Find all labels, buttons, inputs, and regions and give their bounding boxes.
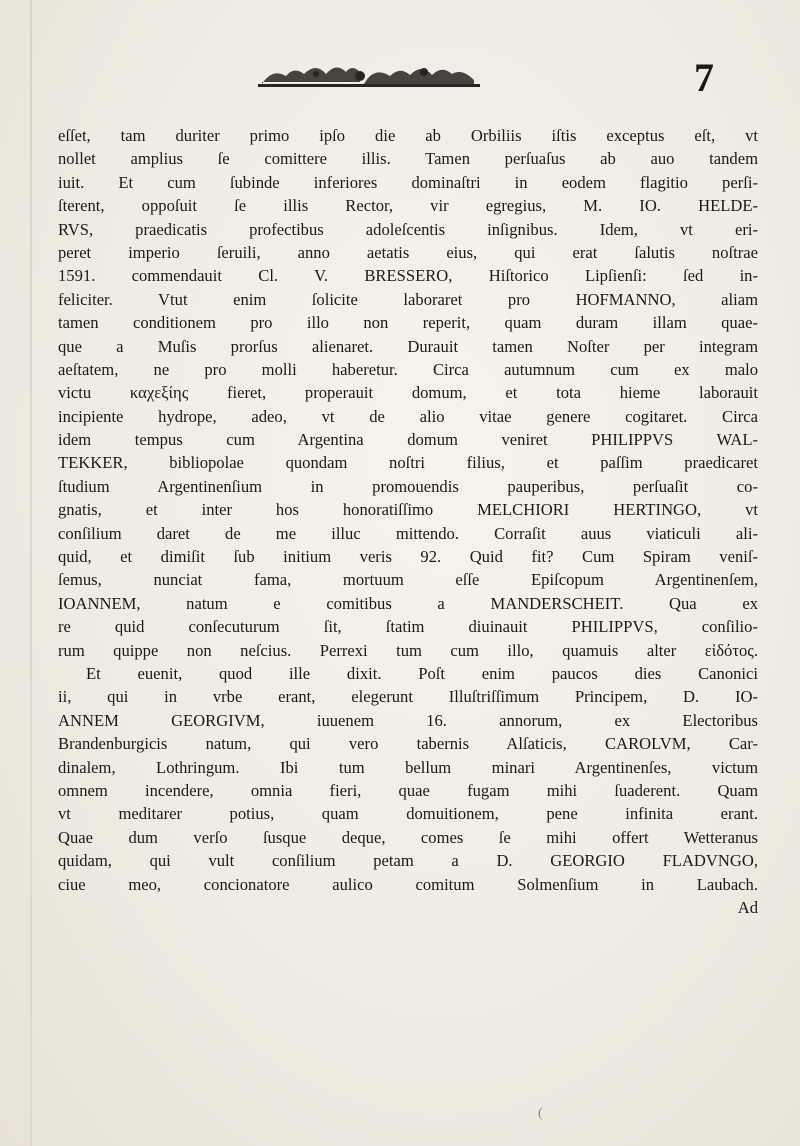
text-line: ii, qui in vrbe erant, elegerunt Illuſtriſſimum Principem, D. IO- [58, 687, 758, 707]
text-line: TEKKER, bibliopolae quondam noſtri filius, et paſſim praedicaret [58, 453, 758, 473]
text-line: quidam, qui vult conſilium petam a D. GEORGIO FLADVNGO, [58, 851, 758, 871]
text-line: re quid conſecuturum ſit, ſtatim diuinauit PHILIPPVS, conſilio- [58, 617, 758, 637]
text-line: rum quippe non neſcius. Perrexi tum cum illo, quamuis alter εἰδότος. [58, 640, 758, 660]
text-line: peret imperio ſeruili, anno aetatis eius, qui erat ſalutis noſtrae [58, 242, 758, 262]
text-line: dinalem, Lothringum. Ibi tum bellum minari Argentinenſes, victum [58, 757, 758, 777]
text-line: gnatis, et inter hos honoratiſſimo MELCHIORI HERTINGO, vt [58, 500, 758, 520]
page-gutter-edge [30, 0, 32, 1146]
text-line: ſterent, oppoſuit ſe illis Rector, vir egregius, M. IO. HELDE- [58, 196, 758, 216]
text-line: aeſtatem, ne pro molli haberetur. Circa autumnum cum ex malo [58, 359, 758, 379]
page-number: 7 [694, 55, 714, 100]
text-line: RVS, praedicatis profectibus adoleſcentis inſignibus. Idem, vt eri- [58, 219, 758, 239]
text-line: incipiente hydrope, adeo, vt de alio vitae genere cogitaret. Circa [58, 406, 758, 426]
text-line: IOANNEM, natum e comitibus a MANDERSCHEIT. Qua ex [58, 593, 758, 613]
text-line: 1591. commendauit Cl. V. BRESSERO, Hiſtorico Lipſienſi: ſed in- [58, 266, 758, 286]
text-line: victu καχεξίης fieret, properauit domum, et tota hieme laborauit [58, 383, 758, 403]
text-line: ſtudium Argentinenſium in promouendis pauperibus, perſuaſit co- [58, 476, 758, 496]
stray-ink-mark: ( [538, 1106, 543, 1121]
text-line: Quae dum verſo ſusque deque, comes ſe mihi offert Wetteranus [58, 827, 758, 847]
text-line: quid, et dimiſit ſub initium veris 92. Quid fit? Cum Spiram veniſ- [58, 547, 758, 567]
decorative-printer-ornament-icon [256, 62, 482, 94]
text-line: ANNEM GEORGIVM, iuuenem 16. annorum, ex Electoribus [58, 710, 758, 730]
text-line: idem tempus cum Argentina domum veniret PHILIPPVS WAL- [58, 430, 758, 450]
catchword: Ad [737, 897, 758, 917]
text-line: conſilium daret de me illuc mittendo. Corraſit auus viaticuli ali- [58, 523, 758, 543]
text-line: nollet amplius ſe comittere illis. Tamen perſuaſus ab auo tandem [58, 149, 758, 169]
text-line: ciue meo, concionatore aulico comitum Solmenſium in Laubach. [58, 874, 758, 894]
text-line: vt meditarer potius, quam domuitionem, pene infinita erant. [58, 804, 758, 824]
text-line: ſemus, nunciat fama, mortuum eſſe Epiſcopum Argentinenſem, [58, 570, 758, 590]
text-line: Et euenit, quod ille dixit. Poſt enim paucos dies Canonici [86, 663, 758, 683]
text-line: eſſet, tam duriter primo ipſo die ab Orbiliis iſtis exceptus eſt, vt [58, 126, 758, 145]
page-header [0, 52, 800, 112]
text-line: iuit. Et cum ſubinde inferiores dominaſtri in eodem flagitio perſi- [58, 172, 758, 192]
text-line: Brandenburgicis natum, qui vero tabernis Alſaticis, CAROLVM, Car- [58, 734, 758, 754]
text-line: que a Muſis prorſus alienaret. Durauit tamen Noſter per integram [58, 336, 758, 356]
body-text [58, 124, 758, 919]
text-line: omnem incendere, omnia fieri, quae fugam mihi ſuaderent. Quam [58, 780, 758, 800]
text-line: tamen conditionem pro illo non reperit, quam duram illam quae- [58, 313, 758, 333]
text-line: feliciter. Vtut enim ſolicite laboraret pro HOFMANNO, aliam [58, 289, 758, 309]
